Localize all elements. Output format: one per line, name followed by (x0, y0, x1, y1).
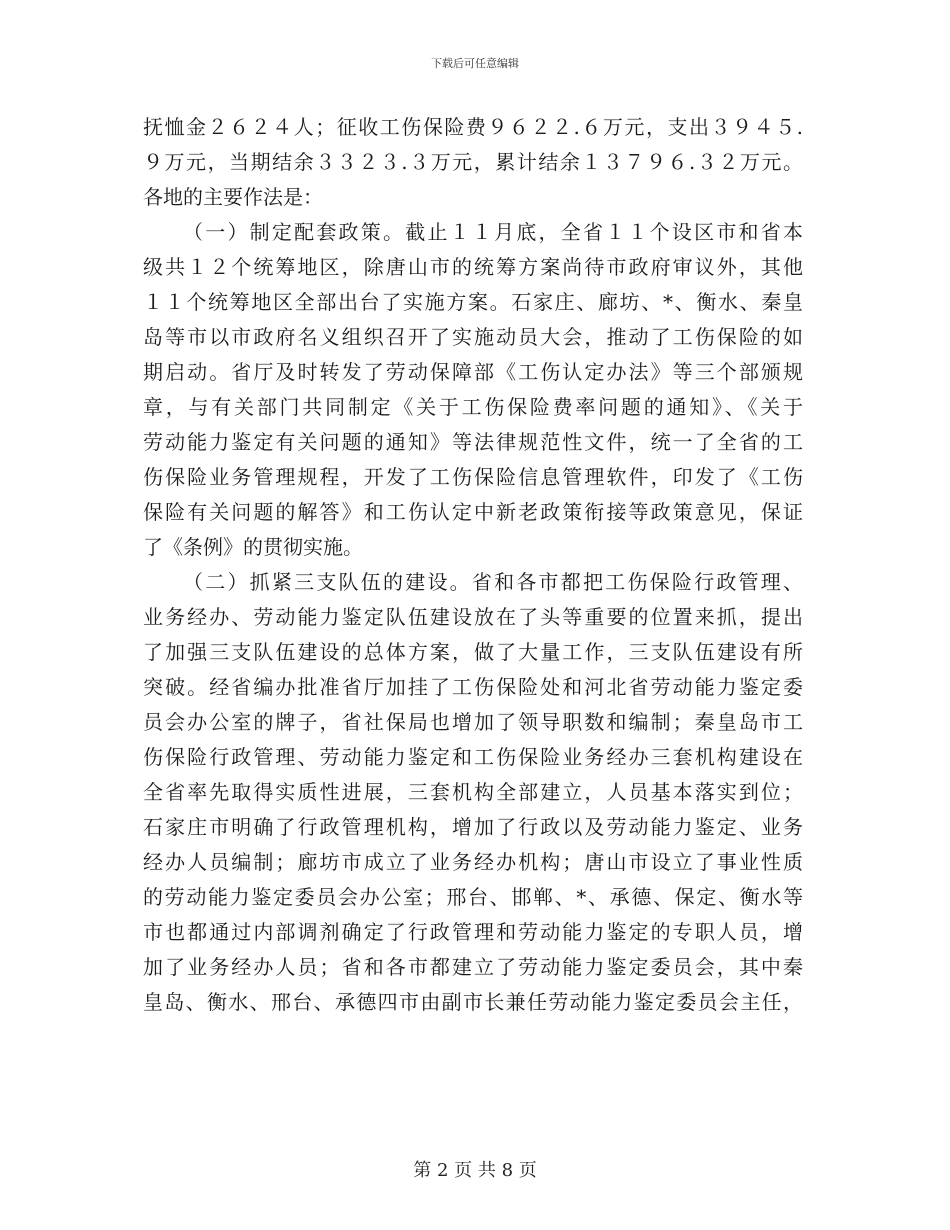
text-line: 保险有关问题的解答》和工伤认定中新老政策衔接等政策意见，保证 (143, 500, 803, 524)
text-line: 期启动。省厅及时转发了劳动保障部《工伤认定办法》等三个部颁规 (143, 360, 803, 384)
text-line: 皇岛、衡水、邢台、承德四市由副市长兼任劳动能力鉴定委员会主任， (143, 990, 803, 1014)
text-line: 业务经办、劳动能力鉴定队伍建设放在了头等重要的位置来抓，提出 (143, 605, 803, 629)
text-line: 了加强三支队伍建设的总体方案，做了大量工作，三支队伍建设有所 (143, 640, 803, 664)
text-line: 岛等市以市政府名义组织召开了实施动员大会，推动了工伤保险的如 (143, 325, 803, 349)
text-line: 伤保险行政管理、劳动能力鉴定和工伤保险业务经办三套机构建设在 (143, 745, 803, 769)
text-line: 的劳动能力鉴定委员会办公室；邢台、邯郸、*、承德、保定、衡水等 (143, 885, 803, 909)
text-line: ９万元，当期结余３３２３.３万元，累计结余１３７９６.３２万元。 (143, 150, 803, 174)
document-body (143, 110, 803, 1020)
text-line: 全省率先取得实质性进展，三套机构全部建立，人员基本落实到位； (143, 780, 803, 804)
text-line: 各地的主要作法是： (143, 185, 323, 209)
text-line: 级共１２个统筹地区，除唐山市的统筹方案尚待市政府审议外，其他 (143, 255, 803, 279)
text-line: 伤保险业务管理规程，开发了工伤保险信息管理软件，印发了《工伤 (143, 465, 803, 489)
text-line: １１个统筹地区全部出台了实施方案。石家庄、廊坊、*、衡水、秦皇 (143, 290, 803, 314)
text-line: 石家庄市明确了行政管理机构，增加了行政以及劳动能力鉴定、业务 (143, 815, 803, 839)
text-line: 劳动能力鉴定有关问题的通知》等法律规范性文件，统一了全省的工 (143, 430, 803, 454)
text-line: 突破。经省编办批准省厅加挂了工伤保险处和河北省劳动能力鉴定委 (143, 675, 803, 699)
page-header: 下载后可任意编辑 (431, 57, 519, 70)
text-line: 抚恤金２６２４人；征收工伤保险费９６２２.６万元，支出３９４５. (143, 115, 803, 139)
text-line: 员会办公室的牌子，省社保局也增加了领导职数和编制；秦皇岛市工 (143, 710, 803, 734)
text-line: 市也都通过内部调剂确定了行政管理和劳动能力鉴定的专职人员，增 (143, 920, 803, 944)
text-line: 加了业务经办人员；省和各市都建立了劳动能力鉴定委员会，其中秦 (143, 955, 803, 979)
paragraph-start-line: （一）制定配套政策。截止１１月底，全省１１个设区市和省本 (183, 220, 803, 244)
paragraph-start-line: （二）抓紧三支队伍的建设。省和各市都把工伤保险行政管理、 (183, 570, 803, 594)
page-number-footer: 第 2 页 共 8 页 (413, 1160, 537, 1181)
text-line: 章，与有关部门共同制定《关于工伤保险费率问题的通知》、《关于 (143, 395, 803, 419)
text-line: 了《条例》的贯彻实施。 (143, 535, 363, 559)
text-line: 经办人员编制；廊坊市成立了业务经办机构；唐山市设立了事业性质 (143, 850, 803, 874)
